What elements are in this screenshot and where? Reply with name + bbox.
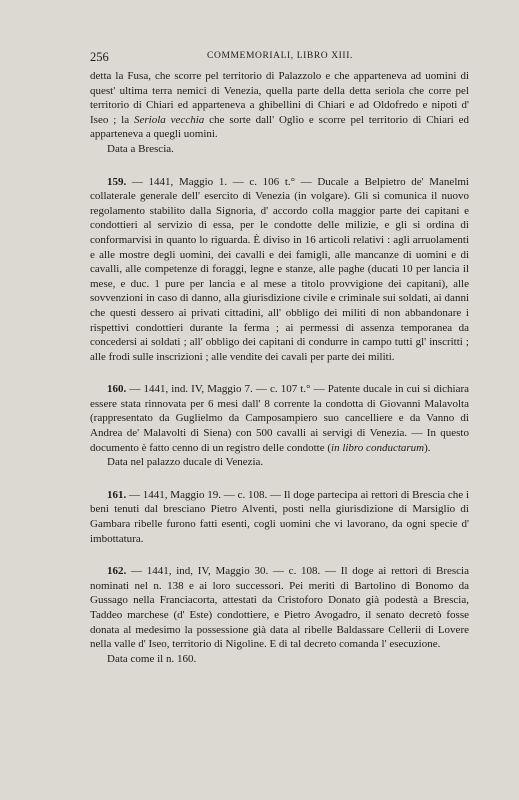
entry-italic: in libro conductarum: [331, 441, 425, 454]
continuation-paragraph: [90, 69, 469, 142]
entry-text: — 1441, Maggio 1. — c. 106 t.° — Ducale a Belpietro de' Manelmi collaterale generale dell' esercito di Venezia (in volgare). Gli si comunica il nuovo regolamento stabilito dalla Signoria, d' accordo colla maggior parte dei capitani e condottieri al servizio di essa, per le condotte delle milizie, e gli si ordina di conformarvisi in quanto lo riguarda. È diviso in 16 articoli relativi : agli arruolamenti e alle mostre degli uomini, dei cavalli e dei famigli, alle mancanze di uomini e di cavalli, alle competenze di foraggi, legne e stanze, alle paghe (ducati 10 per lancia il mese, e duc. 1 pure per lancia e al mese a titolo provvigione dei capitani), alle sovvenzioni in caso di danno, alla giurisdizione civile e criminale sui soldati, ai danni che questi dessero ai privati cittadini, all' obbligo dei militi di non abbandonare i rispettivi condottieri durante la ferma ; ai permessi di assenza temporanea da concedersi ai soldati ; all' obbligo dei capitani di condurre in campo tutti gl' inscritti ; alle frodi sulle inscrizioni ; alle vendite dei cavali per parte dei militi.: [90, 175, 469, 363]
entry-number: 161.: [107, 488, 127, 501]
page-body: [90, 69, 469, 666]
continuation-italic: Seriola vecchia: [134, 113, 205, 126]
entry-162: [90, 564, 469, 652]
page-header: [90, 50, 470, 66]
entry-number: 160.: [107, 383, 127, 396]
continuation-text-after: che sorte dall' Oglio e scorre pel territorio di Chiari ed apparteneva a quegli uomini.: [90, 113, 469, 141]
entry-162-closing: Data come il n. 160.: [107, 652, 197, 665]
entry-160-closing: Data nel palazzo ducale di Venezia.: [107, 456, 264, 469]
entry-159: [90, 175, 469, 365]
continuation-date: Data a Brescia.: [107, 142, 174, 155]
running-title: COMMEMORIALI, LIBRO XIII.: [207, 51, 353, 61]
continuation-text: detta la Fusa, che scorre pel territorio di Palazzolo e che apparteneva ad uomini di quest' ultima terra nemici di Venezia, quella parte della detta seriola che corre pel territorio di Chiari ed apparteneva a ghibellini di Chiari e ad Oldofredo e nipoti d' Iseo ; la: [90, 70, 469, 126]
entry-text: — 1441, Maggio 19. — c. 108. — Il doge partecipa ai rettori di Brescia che i beni tenuti dal bresciano Pietro Alventi, posti nella giurisdizione di Marsiglio di Gambara ribelle furono fatti esenti, cogli uomini che vi lavorano, da ogni specie d' imbottatura.: [90, 488, 469, 545]
entry-number: 162.: [107, 565, 127, 578]
entry-text: — 1441, ind. IV, Maggio 7. — c. 107 t.° — Patente ducale in cui si dichiara essere stata rinnovata per 6 mesi dall' 8 corrente la condotta di Giovanni Malavolta (rappresentato da Guglielmo da Camposampiero suo cancelliere e da Vanno di Andrea de' Malavolti di Siena) con 500 cavalli ai servigi di Venezia. — In questo documento è fatto cenno di un registro delle condotte (: [90, 383, 469, 454]
entry-161: [90, 488, 469, 546]
entry-number: 159.: [107, 175, 127, 188]
entry-text-after: ).: [424, 441, 431, 454]
entry-160: [90, 382, 469, 455]
page-number: 256: [90, 50, 109, 64]
entry-text: — 1441, ind, IV, Maggio 30. — c. 108. — Il doge ai rettori di Brescia nominati nel n. 138 e ai loro successori. Pei meriti di Bartolino di Bonomo da Gussago nella Franciacorta, attestati da Cristoforo Donato già podestà a Brescia, Taddeo marchese (d' Este) condottiere, e Pietro Avogadro, il senato decretò fosse donata al medesimo la possessione già data al ribelle Baldassare Cellerii di Lovere nella valle d' Iseo, territorio di Nigoline. E di tal decreto comanda l' esecuzione.: [90, 565, 469, 651]
